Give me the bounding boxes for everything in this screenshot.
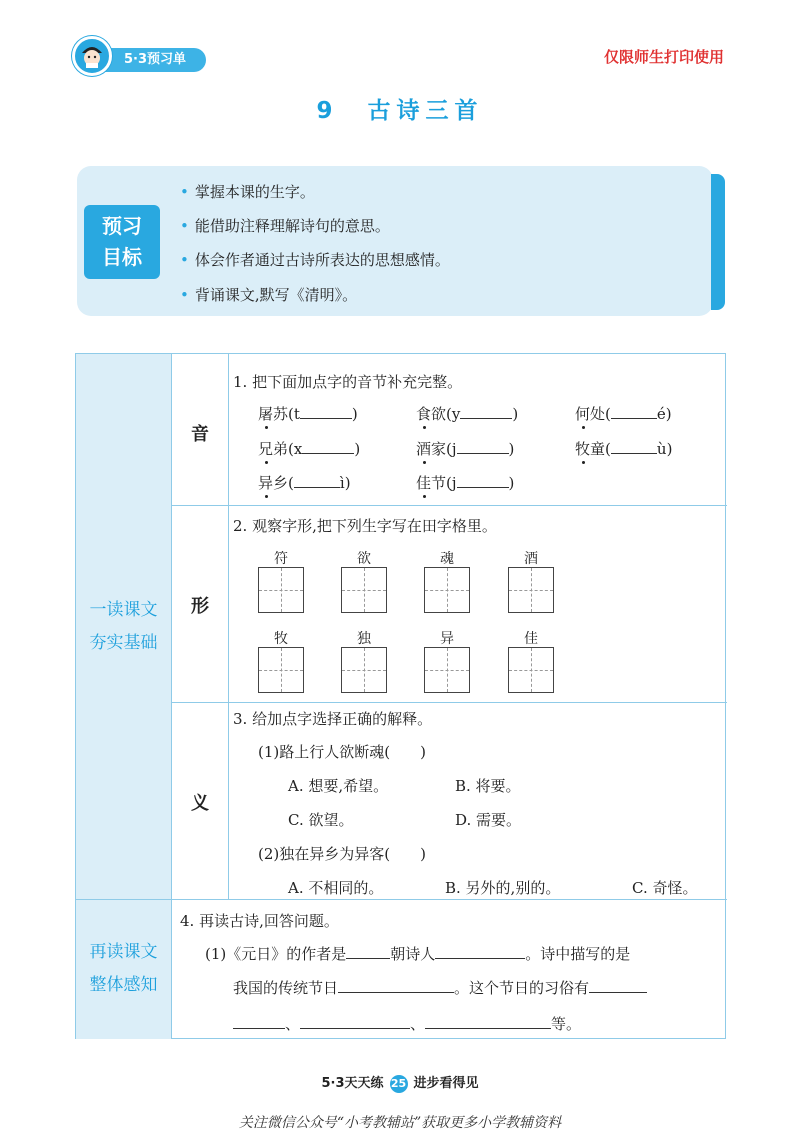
q1-item: 屠苏(t ) bbox=[258, 405, 358, 423]
tianzige-grid[interactable] bbox=[258, 647, 304, 693]
q1-item: 牧童( ù) bbox=[575, 440, 673, 458]
tianzige-grid[interactable] bbox=[424, 647, 470, 693]
section-label-first-read: 一读课文 夯实基础 bbox=[89, 600, 158, 653]
pinyin-hint: j bbox=[451, 474, 457, 492]
q4-line3: 、 、 等。 bbox=[233, 1013, 581, 1034]
print-notice: 仅限师生打印使用 bbox=[603, 48, 724, 66]
q3-option: C. 欲望。 bbox=[288, 811, 354, 829]
page-title: 9 古诗三首 bbox=[316, 98, 484, 124]
practice-char: 魂 bbox=[440, 551, 454, 567]
q1-item: 佳节(j ) bbox=[416, 474, 515, 492]
goals-accent-bar bbox=[711, 174, 725, 310]
q1-item: 兄弟(x ) bbox=[258, 440, 361, 458]
q1-word: 兄弟 bbox=[258, 440, 289, 458]
q3-option: A. 不相同的。 bbox=[288, 879, 384, 897]
series-badge-label: 5·3预习单 bbox=[90, 48, 206, 72]
pinyin-blank[interactable] bbox=[300, 418, 352, 419]
q3-option: A. 想要,希望。 bbox=[288, 777, 389, 795]
practice-char: 独 bbox=[357, 631, 371, 647]
footer-brand: 5·3天天练 bbox=[321, 1076, 384, 1091]
practice-char: 牧 bbox=[274, 631, 288, 647]
practice-char: 符 bbox=[274, 551, 288, 567]
practice-char: 酒 bbox=[524, 551, 538, 567]
goals-label bbox=[84, 205, 160, 279]
category-meaning: 义 bbox=[191, 793, 209, 814]
q3-option: C. 奇怪。 bbox=[632, 879, 698, 897]
page-footer bbox=[0, 1072, 800, 1093]
goal-item: • 掌握本课的生字。 bbox=[180, 183, 315, 201]
section-label-second-read: 再读课文 整体感知 bbox=[89, 942, 158, 995]
series-badge bbox=[72, 36, 206, 74]
tianzige-grid[interactable] bbox=[424, 567, 470, 613]
q4-line2: 我国的传统节日 。这个节日的习俗有 bbox=[233, 977, 647, 998]
pinyin-hint: t bbox=[293, 405, 300, 423]
pinyin-hint: j bbox=[451, 440, 457, 458]
pinyin-blank[interactable] bbox=[457, 453, 509, 454]
answer-blank[interactable] bbox=[233, 1028, 285, 1029]
tianzige-grid[interactable] bbox=[508, 567, 554, 613]
q1-word: 佳节 bbox=[416, 474, 447, 492]
tianzige-grid[interactable] bbox=[341, 567, 387, 613]
q1-item: 酒家(j ) bbox=[416, 440, 515, 458]
q3-sub2: (2)独在异乡为异客( ) bbox=[258, 845, 426, 863]
pinyin-hint: ì bbox=[339, 474, 345, 492]
footer-slogan: 进步看得见 bbox=[413, 1076, 479, 1091]
q1-prompt: 1. 把下面加点字的音节补充完整。 bbox=[233, 373, 463, 391]
answer-blank[interactable] bbox=[435, 958, 525, 959]
goal-item: • 背诵课文,默写《清明》。 bbox=[180, 286, 358, 304]
q1-item: 异乡( ì) bbox=[258, 474, 351, 492]
practice-char: 异 bbox=[440, 631, 454, 647]
pinyin-blank[interactable] bbox=[294, 487, 340, 488]
goals-label-line1: 预习 bbox=[102, 214, 142, 238]
pinyin-hint: é bbox=[656, 405, 666, 423]
q3-option: B. 将要。 bbox=[455, 777, 521, 795]
pinyin-blank[interactable] bbox=[457, 487, 509, 488]
category-shape: 形 bbox=[191, 596, 209, 617]
q3-option: B. 另外的,别的。 bbox=[445, 879, 561, 897]
q1-word: 屠苏 bbox=[258, 405, 289, 423]
answer-blank[interactable] bbox=[425, 1028, 551, 1029]
page-number: 25 bbox=[390, 1075, 408, 1093]
q1-item: 食欲(y ) bbox=[416, 405, 519, 423]
pinyin-hint: x bbox=[293, 440, 303, 458]
mascot-avatar-icon bbox=[72, 36, 112, 76]
q1-word: 何处 bbox=[575, 405, 606, 423]
q1-word: 异乡 bbox=[258, 474, 289, 492]
q4-line1: (1)《元日》的作者是 朝诗人 。诗中描写的是 bbox=[205, 945, 631, 963]
q1-word: 食欲 bbox=[416, 405, 447, 423]
practice-char: 欲 bbox=[357, 551, 371, 567]
answer-blank[interactable] bbox=[589, 992, 647, 993]
tianzige-grid[interactable] bbox=[508, 647, 554, 693]
q3-option: D. 需要。 bbox=[455, 811, 522, 829]
answer-blank[interactable] bbox=[300, 1028, 410, 1029]
q2-prompt: 2. 观察字形,把下列生字写在田字格里。 bbox=[233, 517, 497, 535]
answer-blank[interactable] bbox=[346, 958, 390, 959]
pinyin-blank[interactable] bbox=[460, 418, 512, 419]
q3-sub1: (1)路上行人欲断魂( ) bbox=[258, 743, 426, 761]
pinyin-blank[interactable] bbox=[611, 418, 657, 419]
q3-prompt: 3. 给加点字选择正确的解释。 bbox=[233, 710, 433, 728]
wechat-promo: 关注微信公众号“小考教辅站”获取更多小学教辅资料 bbox=[238, 1115, 562, 1131]
goal-item: • 体会作者通过古诗所表达的思想感情。 bbox=[180, 251, 450, 269]
goals-label-line2: 目标 bbox=[102, 245, 142, 269]
pinyin-hint: ù bbox=[656, 440, 667, 458]
pinyin-blank[interactable] bbox=[611, 453, 657, 454]
preview-goals-panel bbox=[77, 166, 713, 316]
tianzige-grid[interactable] bbox=[258, 567, 304, 613]
pinyin-hint: y bbox=[451, 405, 461, 423]
goal-item: • 能借助注释理解诗句的意思。 bbox=[180, 217, 390, 235]
tianzige-grid[interactable] bbox=[341, 647, 387, 693]
answer-blank[interactable] bbox=[338, 992, 454, 993]
practice-char: 佳 bbox=[524, 631, 538, 647]
q1-word: 酒家 bbox=[416, 440, 447, 458]
q4-prompt: 4. 再读古诗,回答问题。 bbox=[180, 912, 339, 930]
category-sound: 音 bbox=[191, 424, 209, 445]
q1-item: 何处( é) bbox=[575, 405, 672, 423]
pinyin-blank[interactable] bbox=[302, 453, 354, 454]
q1-word: 牧童 bbox=[575, 440, 606, 458]
